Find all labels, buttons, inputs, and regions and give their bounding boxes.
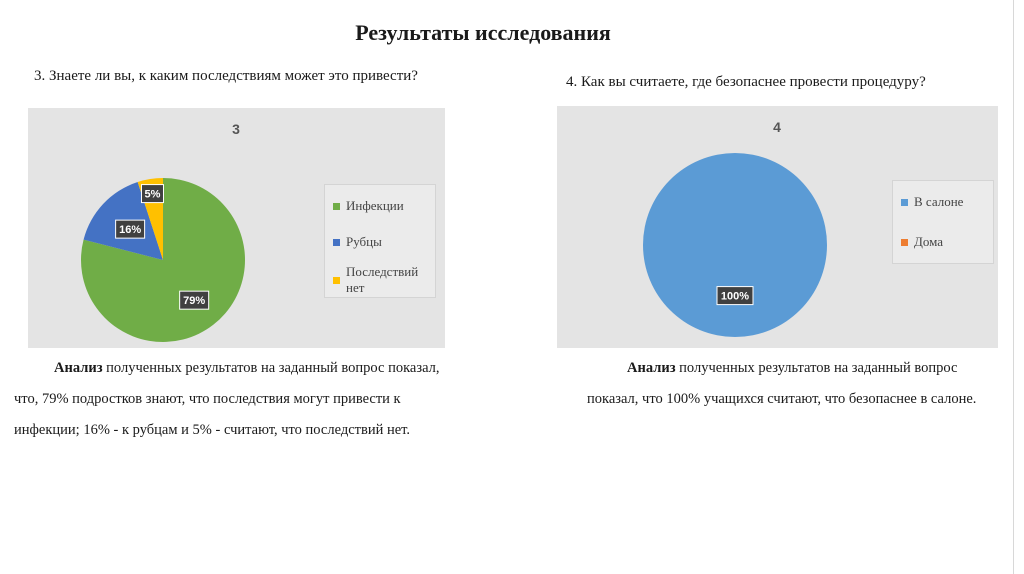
- legend-label-scars: Рубцы: [346, 234, 382, 249]
- question-3: 3. Знаете ли вы, к каким последствиям может это привести?: [34, 68, 418, 84]
- slide-edge-line: [1013, 0, 1014, 574]
- page-title: Результаты исследования: [355, 20, 611, 45]
- analysis-text-3: [14, 353, 464, 446]
- legend-item-scars: [333, 233, 382, 251]
- chart-title-3: 3: [232, 121, 240, 137]
- pie-data-label-text: 100%: [720, 290, 750, 303]
- pie-data-label: [717, 287, 753, 305]
- legend-item-home: [901, 233, 943, 251]
- legend-swatch-infections: [333, 203, 340, 210]
- legend-item-infections: [333, 197, 404, 215]
- analysis-body-3: полученных результатов на заданный вопрос показал, что, 79% подростков знают, что последствия могут привести к инфекции; 16% - к рубцам и 5% - считают, что последствий нет.: [14, 360, 440, 438]
- chart-title-4: 4: [773, 119, 781, 135]
- legend-label-salon: В салоне: [914, 194, 964, 209]
- legend-label-home: Дома: [914, 234, 944, 249]
- analysis-bold-4: Анализ: [627, 360, 676, 376]
- pie-slice: [643, 153, 827, 337]
- analysis-bold-3: Анализ: [54, 360, 103, 376]
- question-4: 4. Как вы считаете, где безопаснее провести процедуру?: [566, 74, 926, 90]
- analysis-text-4: [587, 353, 977, 415]
- legend-item-salon: [901, 193, 963, 211]
- pie-data-label: [141, 185, 163, 203]
- legend-label-no-consequences: Последствий нет: [346, 264, 419, 295]
- pie-data-label: [116, 220, 145, 238]
- legend-3: [324, 184, 436, 298]
- legend-swatch-salon: [901, 199, 908, 206]
- legend-item-no-consequences: [333, 264, 435, 295]
- pie-data-label-text: 79%: [183, 295, 206, 308]
- pie-data-label-text: 16%: [119, 224, 142, 237]
- legend-swatch-home: [901, 239, 908, 246]
- legend-4: [892, 180, 994, 264]
- legend-swatch-scars: [333, 239, 340, 246]
- analysis-body-4: полученных результатов на заданный вопрос показал, что 100% учащихся считают, что безопаснее в салоне.: [587, 360, 977, 407]
- legend-swatch-no-consequences: [333, 277, 340, 284]
- pie-chart-3: [28, 108, 445, 348]
- pie-data-label: [180, 291, 209, 309]
- pie-chart-4: [557, 106, 998, 348]
- pie-data-label-text: 5%: [144, 188, 161, 201]
- legend-label-infections: Инфекции: [346, 198, 404, 213]
